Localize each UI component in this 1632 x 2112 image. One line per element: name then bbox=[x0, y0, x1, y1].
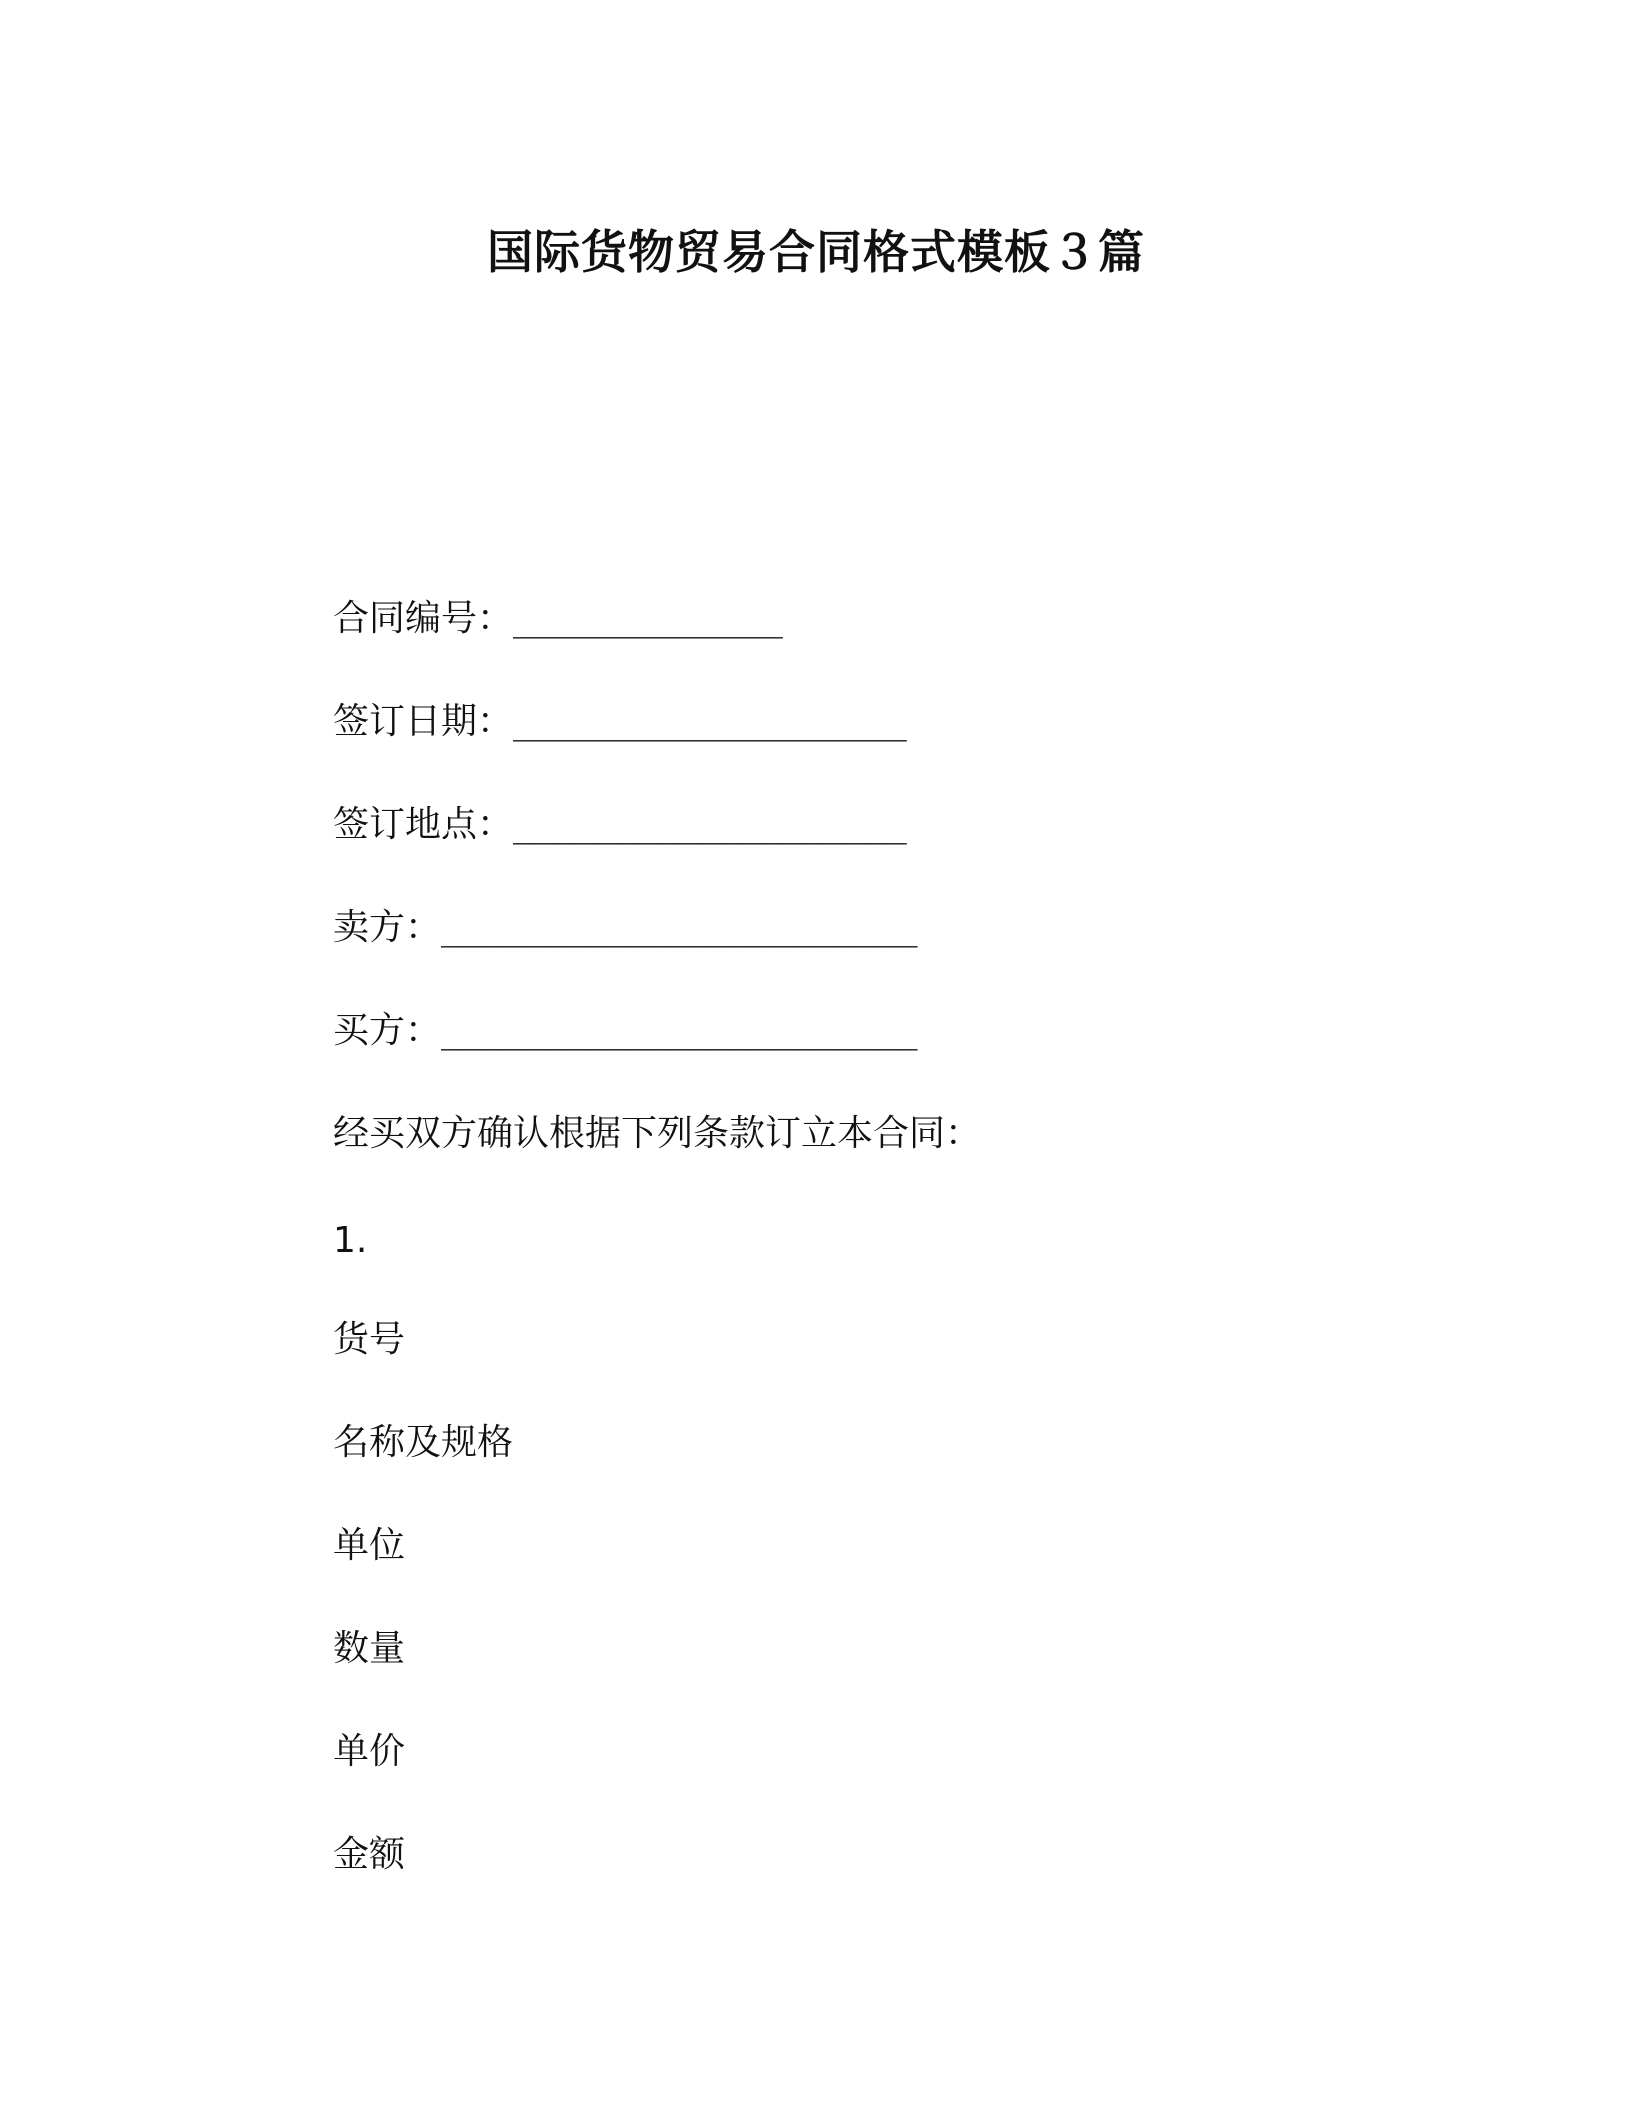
header-unit-price: 单价 bbox=[333, 1731, 406, 1772]
header-name-spec: 名称及规格 bbox=[333, 1422, 514, 1463]
document-title: 国际货物贸易合同格式模板３篇 bbox=[487, 225, 1145, 279]
contract-number-line bbox=[333, 594, 782, 644]
signing-place-blank: ___________________ bbox=[513, 804, 906, 845]
seller-line bbox=[333, 903, 917, 953]
header-amount: 金额 bbox=[333, 1834, 406, 1875]
signing-place-line bbox=[333, 800, 906, 850]
buyer-line bbox=[333, 1006, 917, 1056]
intro-text: 经买双方确认根据下列条款订立本合同： bbox=[333, 1113, 982, 1154]
contract-number-label: 合同编号： bbox=[333, 598, 514, 639]
seller-blank: _______________________ bbox=[441, 907, 917, 948]
seller-label: 卖方： bbox=[333, 907, 442, 948]
clause-number: 1. bbox=[333, 1220, 368, 1261]
signing-place-label: 签订地点： bbox=[333, 804, 514, 845]
signing-date-blank: ___________________ bbox=[513, 701, 906, 742]
buyer-blank: _______________________ bbox=[441, 1010, 917, 1051]
contract-number-blank: _____________ bbox=[513, 598, 782, 639]
header-item-number: 货号 bbox=[333, 1319, 406, 1360]
header-unit: 单位 bbox=[333, 1525, 406, 1566]
buyer-label: 买方： bbox=[333, 1010, 442, 1051]
header-quantity: 数量 bbox=[333, 1628, 406, 1669]
signing-date-label: 签订日期： bbox=[333, 701, 514, 742]
signing-date-line bbox=[333, 697, 906, 747]
